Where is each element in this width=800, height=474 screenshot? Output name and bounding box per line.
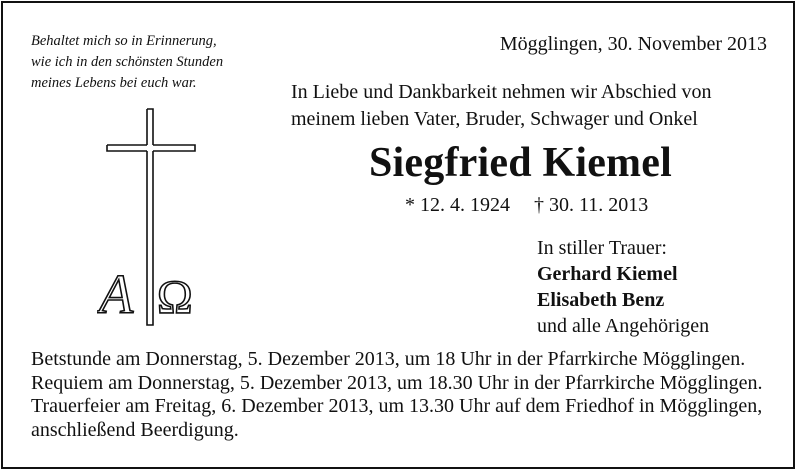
notice-line: anschließend Beerdigung. (31, 418, 239, 441)
mourners-closing: und alle Angehörigen (537, 315, 710, 337)
place-date: Mögglingen, 30. November 2013 (499, 33, 767, 55)
birth-date: * 12. 4. 1924 (405, 194, 510, 216)
notice-line: Trauerfeier am Freitag, 6. Dezember 2013, um 13.30 Uhr auf dem Friedhof in Mögglingen, (31, 395, 763, 417)
verse-line: wie ich in den schönsten Stunden (31, 54, 224, 70)
mourner-name: Elisabeth Benz (537, 289, 665, 311)
mourner-name: Gerhard Kiemel (537, 263, 678, 285)
cross-vertical-beam (147, 109, 153, 325)
memorial-verse (31, 31, 223, 94)
farewell-intro (291, 79, 711, 133)
service-notices (31, 348, 762, 442)
intro-line: In Liebe und Dankbarkeit nehmen wir Abschied von (291, 81, 712, 103)
life-dates (405, 192, 648, 218)
alpha-letter: A (99, 264, 134, 326)
verse-line: meines Lebens bei euch war. (31, 75, 197, 91)
deceased-name: Siegfried Kiemel (369, 140, 672, 186)
verse-line: Behaltet mich so in Erinnerung, (31, 33, 217, 49)
notice-line: Requiem am Donnerstag, 5. Dezember 2013, um 18.30 Uhr in der Pfarrkirche Mögglingen. (31, 371, 763, 394)
intro-line: meinem lieben Vater, Bruder, Schwager und Onkel (291, 108, 698, 130)
obituary-notice (1, 1, 795, 469)
mourners-heading: In stiller Trauer: (537, 237, 667, 259)
death-date: † 30. 11. 2013 (534, 194, 649, 216)
omega-letter: Ω (157, 271, 193, 324)
mourners-block (537, 235, 709, 339)
cross-alpha-omega-icon (97, 107, 207, 329)
notice-line: Betstunde am Donnerstag, 5. Dezember 2013, um 18 Uhr in der Pfarrkirche Mögglingen. (31, 348, 746, 370)
cross-horizontal-beam (107, 145, 195, 151)
